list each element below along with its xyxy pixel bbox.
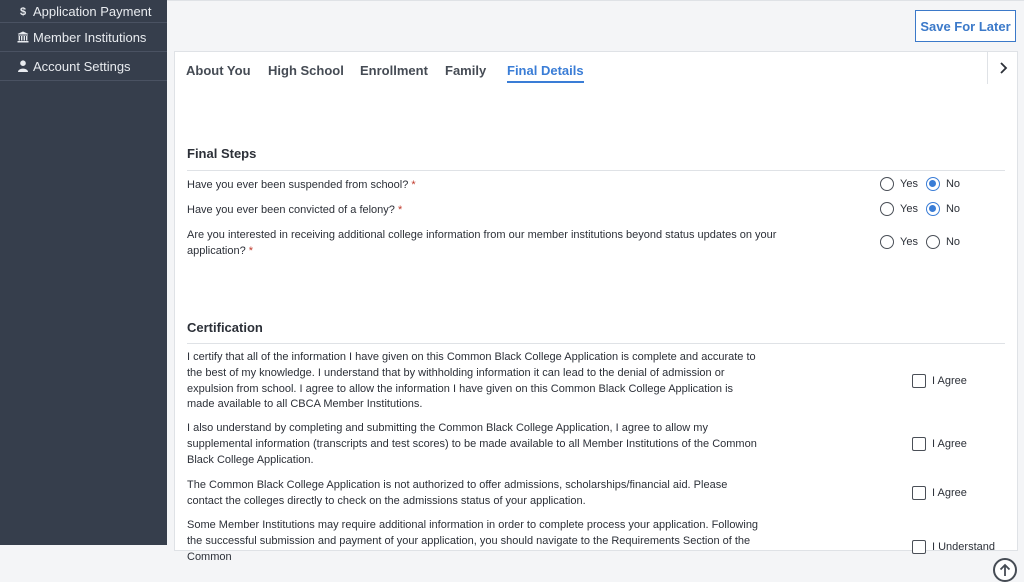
checkbox[interactable] xyxy=(912,486,926,500)
certification-statement-1: I certify that all of the information I have given on this Common Black College Application is complete and accurate to the best of my knowledge. I understand that by withholding information it can lead to the denial of admission or expulsion from school. I agree to allow the information I have given on this Common Black College Application is made available to all CBCA Member Institutions. xyxy=(187,351,756,411)
dollar-icon xyxy=(17,5,29,17)
tab-high-school[interactable]: High School xyxy=(268,63,344,78)
suspended-yes-option[interactable]: Yes xyxy=(880,177,918,191)
question-additional-info: Are you interested in receiving additional college information from our member institutions beyond status updates on your application? * xyxy=(187,229,777,257)
institution-icon xyxy=(17,31,29,43)
sidebar-item-label: Member Institutions xyxy=(33,29,147,45)
question-felony: Have you ever been convicted of a felony? * xyxy=(187,204,403,216)
sidebar-item-account-settings[interactable] xyxy=(0,52,167,81)
tab-about-you[interactable]: About You xyxy=(186,63,251,78)
felony-no-option[interactable]: No xyxy=(926,202,960,216)
user-icon xyxy=(17,60,29,72)
chevron-right-icon xyxy=(998,62,1008,74)
sidebar-item-application-payment[interactable] xyxy=(0,0,167,23)
certification-heading: Certification xyxy=(187,320,263,335)
additional-info-radio-group xyxy=(880,235,968,249)
radio-button-selected[interactable] xyxy=(926,177,940,191)
question-suspended: Have you ever been suspended from school? * xyxy=(187,179,416,191)
required-marker: * xyxy=(397,204,403,216)
agree-checkbox-1[interactable]: I Agree xyxy=(912,374,967,388)
arrow-up-icon xyxy=(999,563,1011,577)
certification-statement-2: I also understand by completing and submitting the Common Black College Application, I agree to allow my supplemental information (transcripts and test scores) to be made available to all Member Institutions of the Common Black College Application. xyxy=(187,422,757,466)
checkbox[interactable] xyxy=(912,540,926,554)
felony-yes-option[interactable]: Yes xyxy=(880,202,918,216)
form-tabs xyxy=(175,52,1017,87)
tab-next-button[interactable] xyxy=(987,52,1017,84)
scroll-to-top-button[interactable] xyxy=(993,558,1017,582)
final-steps-heading: Final Steps xyxy=(187,146,257,161)
additional-info-yes-option[interactable]: Yes xyxy=(880,235,918,249)
checkbox[interactable] xyxy=(912,437,926,451)
application-form-card xyxy=(174,51,1018,563)
sidebar-item-member-institutions[interactable] xyxy=(0,23,167,52)
divider xyxy=(187,170,1005,171)
suspended-radio-group xyxy=(880,177,968,191)
certification-statement-3: The Common Black College Application is not authorized to offer admissions, scholarships/financial aid. Please contact the colleges directly to check on the admissions status of your application. xyxy=(187,479,728,507)
svg-text:$: $ xyxy=(19,6,27,18)
sidebar xyxy=(0,0,167,545)
save-for-later-button[interactable]: Save For Later xyxy=(915,10,1016,42)
tab-family[interactable]: Family xyxy=(445,63,487,78)
suspended-no-option[interactable]: No xyxy=(926,177,960,191)
agree-checkbox-3[interactable]: I Agree xyxy=(912,486,967,500)
understand-checkbox[interactable]: I Understand xyxy=(912,540,995,554)
radio-button[interactable] xyxy=(880,235,894,249)
radio-button[interactable] xyxy=(880,202,894,216)
radio-button[interactable] xyxy=(926,235,940,249)
divider xyxy=(187,343,1005,344)
sidebar-item-label: Account Settings xyxy=(33,58,131,74)
certification-statement-4: Some Member Institutions may require additional information in order to complete process your application. Following the successful submission and payment of your application, you should navigate to the Requirements Section of the Common xyxy=(187,519,759,563)
sidebar-item-label: Application Payment xyxy=(33,3,152,19)
tab-enrollment[interactable]: Enrollment xyxy=(360,63,428,78)
required-marker: * xyxy=(248,245,254,257)
radio-button[interactable] xyxy=(880,177,894,191)
felony-radio-group xyxy=(880,202,968,216)
required-marker: * xyxy=(411,179,416,191)
additional-info-no-option[interactable]: No xyxy=(926,235,960,249)
radio-button-selected[interactable] xyxy=(926,202,940,216)
main-content xyxy=(167,0,1024,563)
agree-checkbox-2[interactable]: I Agree xyxy=(912,437,967,451)
checkbox[interactable] xyxy=(912,374,926,388)
tab-final-details[interactable]: Final Details xyxy=(507,63,584,83)
